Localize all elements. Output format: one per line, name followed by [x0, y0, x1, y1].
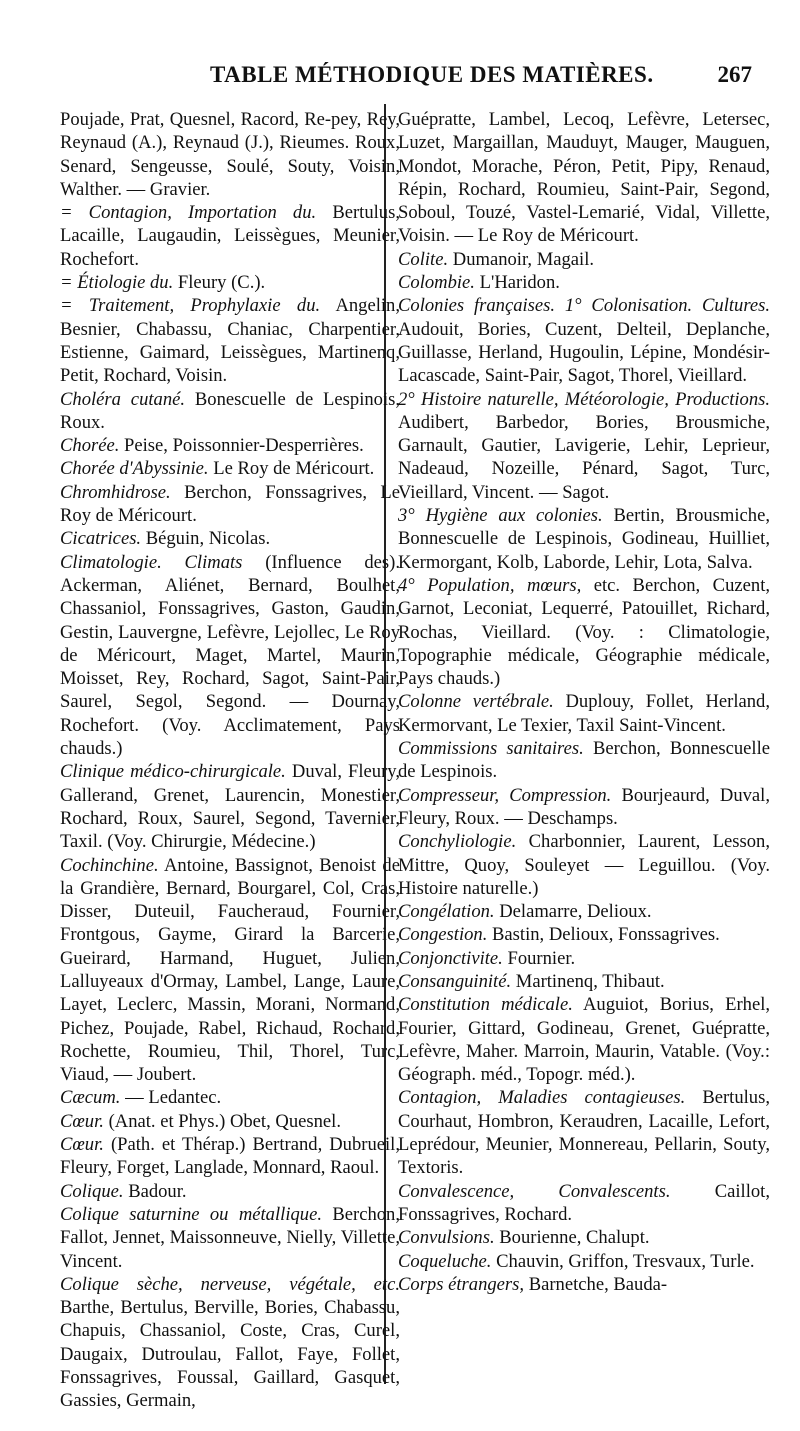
- entry-heading: 2° Histoire naturelle, Météorologie, Productions.: [398, 388, 770, 410]
- entry-heading: = Étiologie du.: [60, 272, 174, 294]
- index-entry: [398, 993, 770, 1086]
- index-entry: [398, 970, 770, 993]
- entry-heading: Compresseur, Compression.: [398, 784, 612, 806]
- entry-authors: Bourienne, Chalupt.: [499, 1227, 650, 1249]
- index-entry: [60, 388, 400, 435]
- index-entry: [398, 1250, 770, 1273]
- entry-heading: Conjonctivite.: [398, 947, 503, 969]
- index-entry: [60, 854, 400, 1087]
- entry-heading: Chromhidrose.: [60, 481, 171, 503]
- entry-heading: 3° Hygiène aux colonies.: [398, 505, 603, 527]
- entry-authors: (Anat. et Phys.) Obet, Quesnel.: [108, 1110, 341, 1132]
- index-entry: [398, 830, 770, 900]
- entry-heading: Colombie.: [398, 272, 475, 294]
- index-entry: [398, 108, 770, 248]
- entry-authors: (Influence des). Ackerman, Aliénet, Bernard, Boulhet, Chassaniol, Fonssagrives, Gaston, Gaudin, Gestin, Lauvergne, Lefèvre, Lejollec, Le Roy de Méricourt, Maget, Martel, Maurin, Moisset, Rey, Rochard, Sagot, Saint-Pair, Saurel, Segol, Segond. — Dournay, Rochefort. (Voy. Acclimatement, Pays chauds.): [60, 551, 401, 760]
- entry-authors: Barthe, Bertulus, Berville, Bories, Chabassu, Chapuis, Chassaniol, Coste, Cras, Curel, Daugaix, Dutroulau, Fallot, Faye, Follet, Fonssagrives, Foussal, Gaillard, Gasquet, Gassies, Germain,: [60, 1297, 400, 1412]
- index-entry: [398, 574, 770, 690]
- entry-heading: Cicatrices.: [60, 528, 142, 550]
- index-entry: [398, 900, 770, 923]
- index-entry: [60, 201, 400, 271]
- entry-heading: Convalescence, Convalescents.: [398, 1180, 671, 1202]
- page-number: 267: [717, 62, 752, 87]
- entry-authors: Barnetche, Bauda-: [528, 1273, 668, 1295]
- index-entry: [398, 1273, 770, 1296]
- index-entry: [60, 1180, 400, 1203]
- entry-authors: Fleury (C.).: [177, 272, 266, 294]
- entry-heading: Cochinchine.: [60, 854, 159, 876]
- index-entry: [398, 388, 770, 504]
- index-entry: [398, 784, 770, 831]
- index-entry: [398, 1226, 770, 1249]
- entry-heading: Colique.: [60, 1180, 124, 1202]
- entry-authors: Fournier.: [507, 947, 576, 969]
- entry-authors: — Ledantec.: [125, 1087, 222, 1109]
- entry-heading: Colique saturnine ou métallique.: [60, 1203, 322, 1225]
- left-column: [60, 108, 400, 1413]
- entry-heading: Cæcum.: [60, 1087, 121, 1109]
- entry-heading: 4° Population, mœurs,: [398, 574, 582, 596]
- entry-heading: Colique sèche, nerveuse, végétale, etc.: [60, 1273, 400, 1295]
- entry-authors: Auguiot, Borius, Erhel, Fourier, Gittard, Godineau, Grenet, Guépratte, Lefèvre, Maher. Marroin, Maurin, Vatable. (Voy.: Géograph. méd., Topogr. méd.).: [398, 994, 771, 1086]
- entry-authors: Angelin, Besnier, Chabassu, Chaniac, Charpentier, Estienne, Gaimard, Leissègues, Martinenq, Petit, Rochard, Voisin.: [60, 295, 401, 387]
- entry-heading: Cœur.: [60, 1110, 104, 1132]
- right-column: [398, 108, 770, 1296]
- entry-heading: Chorée d'Abyssinie.: [60, 458, 209, 480]
- entry-authors: Bertin, Brousmiche, Bonnescuelle de Lespinois, Godineau, Huilliet, Kermorgant, Kolb, Laborde, Lehir, Lota, Salva.: [398, 505, 770, 573]
- entry-heading: Colonies françaises. 1° Colonisation. Cultures.: [398, 295, 770, 317]
- entry-authors: Dumanoir, Magail.: [452, 248, 595, 270]
- index-entry: [398, 248, 770, 271]
- entry-authors: Berchon, Bonnescuelle de Lespinois.: [398, 738, 770, 783]
- running-title: TABLE MÉTHODIQUE DES MATIÈRES.: [210, 62, 654, 87]
- index-entry: [60, 1133, 400, 1180]
- entry-heading: Congélation.: [398, 901, 495, 923]
- entry-authors: Béguin, Nicolas.: [145, 528, 271, 550]
- index-entry: [398, 690, 770, 737]
- index-entry: [398, 923, 770, 946]
- entry-authors: Bourjeaurd, Duval, Fleury, Roux. — Deschamps.: [398, 784, 770, 829]
- entry-heading: Colite.: [398, 248, 449, 270]
- entry-authors: Berchon, Fonssagrives, Le Roy de Méricourt.: [60, 481, 401, 527]
- index-entry: [60, 457, 400, 480]
- entry-heading: Choléra cutané.: [60, 388, 186, 410]
- index-entry: [398, 1180, 770, 1227]
- index-entry: [398, 947, 770, 970]
- entry-authors: Delamarre, Delioux.: [499, 901, 652, 923]
- entry-authors: Le Roy de Méricourt.: [213, 458, 375, 480]
- index-entry: [60, 481, 400, 528]
- entry-authors: Audibert, Barbedor, Bories, Brousmiche, Garnault, Gautier, Lavigerie, Lehir, Leprieur, Nadeaud, Nozeille, Pénard, Sagot, Turc, Vieillard, Vincent. — Sagot.: [398, 411, 770, 503]
- entry-authors: Bastin, Delioux, Fonssagrives.: [492, 924, 720, 946]
- entry-authors: Guépratte, Lambel, Lecoq, Lefèvre, Letersec, Luzet, Margaillan, Mauduyt, Mauger, Mauguen, Mondot, Morache, Péron, Petit, Pipy, Renaud, Répin, Rochard, Roumieu, Saint-Pair, Segond, Soboul, Touzé, Vastel-Lemarié, Vidal, Villette, Voisin. — Le Roy de Méricourt.: [398, 109, 770, 247]
- entry-authors: Caillot, Fonssagrives, Rochard.: [398, 1180, 770, 1225]
- entry-heading: Corps étrangers,: [398, 1273, 525, 1295]
- page-header: [60, 62, 752, 96]
- entry-heading: Chorée.: [60, 435, 120, 457]
- entry-authors: Duval, Fleury, Gallerand, Grenet, Laurencin, Monestier, Rochard, Roux, Saurel, Segond, Tavernier, Taxil. (Voy. Chirurgie, Médecine.): [60, 761, 400, 853]
- entry-authors: Antoine, Bassignot, Benoist de la Grandière, Bernard, Bourgarel, Col, Cras, Disser, Duteuil, Faucheraud, Fournier, Frontgous, Gayme, Girard la Barcerie, Gueirard, Harmand, Huguet, Julien, Lalluyeaux d'Ormay, Lambel, Lange, Laure, Layet, Leclerc, Massin, Morani, Normand, Pichez, Poujade, Rabel, Richaud, Rochard, Rochette, Roumieu, Thil, Thorel, Turc, Viaud, — Joubert.: [60, 854, 400, 1086]
- index-entry: [60, 1203, 400, 1273]
- index-entry: [398, 271, 770, 294]
- entry-heading: = Traitement, Prophylaxie du.: [60, 295, 321, 317]
- index-entry: [398, 1086, 770, 1179]
- entry-heading: Contagion, Maladies contagieuses.: [398, 1087, 686, 1109]
- index-entry: [60, 1086, 400, 1109]
- entry-heading: Colonne vertébrale.: [398, 691, 554, 713]
- entry-heading: Consanguinité.: [398, 970, 512, 992]
- entry-authors: L'Haridon.: [479, 272, 560, 294]
- entry-heading: Constitution médicale.: [398, 994, 573, 1016]
- entry-heading: Commissions sanitaires.: [398, 738, 584, 760]
- entry-authors: Berchon, Fallot, Jennet, Maissonneuve, Nielly, Villette, Vincent.: [60, 1203, 400, 1272]
- entry-heading: Coqueluche.: [398, 1250, 492, 1272]
- entry-authors: Bonescuelle de Lespinois, Roux.: [60, 388, 401, 433]
- entry-heading: Congestion.: [398, 924, 488, 946]
- index-entry: [60, 551, 400, 761]
- entry-authors: Duplouy, Follet, Herland, Kermorvant, Le Texier, Taxil Saint-Vincent.: [398, 691, 771, 736]
- entry-authors: (Path. et Thérap.) Bertrand, Dubrueil, Fleury, Forget, Langlade, Monnard, Raoul.: [60, 1134, 400, 1179]
- index-entry: [60, 294, 400, 387]
- entry-authors: Martinenq, Thibaut.: [515, 970, 665, 992]
- index-entry: [60, 108, 400, 201]
- entry-authors: etc. Berchon, Cuzent, Garnot, Leconiat, Lequerré, Patouillet, Richard, Rochas, Vieillard. (Voy. : Climatologie, Topographie médicale, Géographie médicale, Pays chauds.): [398, 574, 771, 690]
- index-entry: [60, 271, 400, 294]
- entry-heading: Climatologie. Climats: [60, 551, 243, 573]
- index-entry: [60, 434, 400, 457]
- index-entry: [398, 294, 770, 387]
- index-entry: [398, 504, 770, 574]
- entry-heading: Clinique médico-chirurgicale.: [60, 761, 286, 783]
- index-entry: [398, 737, 770, 784]
- index-entry: [60, 1273, 400, 1413]
- entry-authors: Badour.: [128, 1180, 187, 1202]
- index-entry: [60, 760, 400, 853]
- entry-heading: Cœur.: [60, 1134, 104, 1156]
- entry-heading: Convulsions.: [398, 1227, 495, 1249]
- entry-authors: Bertulus, Lacaille, Laugaudin, Leissègues, Meunier, Rochefort.: [60, 202, 400, 270]
- entry-heading: = Contagion, Importation du.: [60, 202, 317, 224]
- entry-authors: Bertulus, Courhaut, Hombron, Keraudren, Lacaille, Lefort, Leprédour, Meunier, Monnereau, Pellarin, Souty, Textoris.: [398, 1087, 770, 1179]
- entry-authors: Chauvin, Griffon, Tresvaux, Turle.: [496, 1250, 755, 1272]
- index-entry: [60, 1110, 400, 1133]
- entry-heading: Conchyliologie.: [398, 831, 517, 853]
- entry-authors: Peise, Poissonnier-Desperrières.: [124, 435, 364, 457]
- entry-authors: Charbonnier, Laurent, Lesson, Mittre, Quoy, Souleyet — Leguillou. (Voy. Histoire naturelle.): [398, 831, 770, 899]
- entry-authors: Poujade, Prat, Quesnel, Racord, Re-pey, Rey, Reynaud (A.), Reynaud (J.), Rieumes. Roux, Senard, Sengeusse, Soulé, Souty, Voisin, Walther. — Gravier.: [60, 109, 400, 200]
- index-entry: [60, 527, 400, 550]
- entry-authors: Audouit, Bories, Cuzent, Delteil, Deplanche, Guillasse, Herland, Hugoulin, Lépine, Mondésir-Lacascade, Saint-Pair, Sagot, Thorel, Vieillard.: [398, 318, 770, 387]
